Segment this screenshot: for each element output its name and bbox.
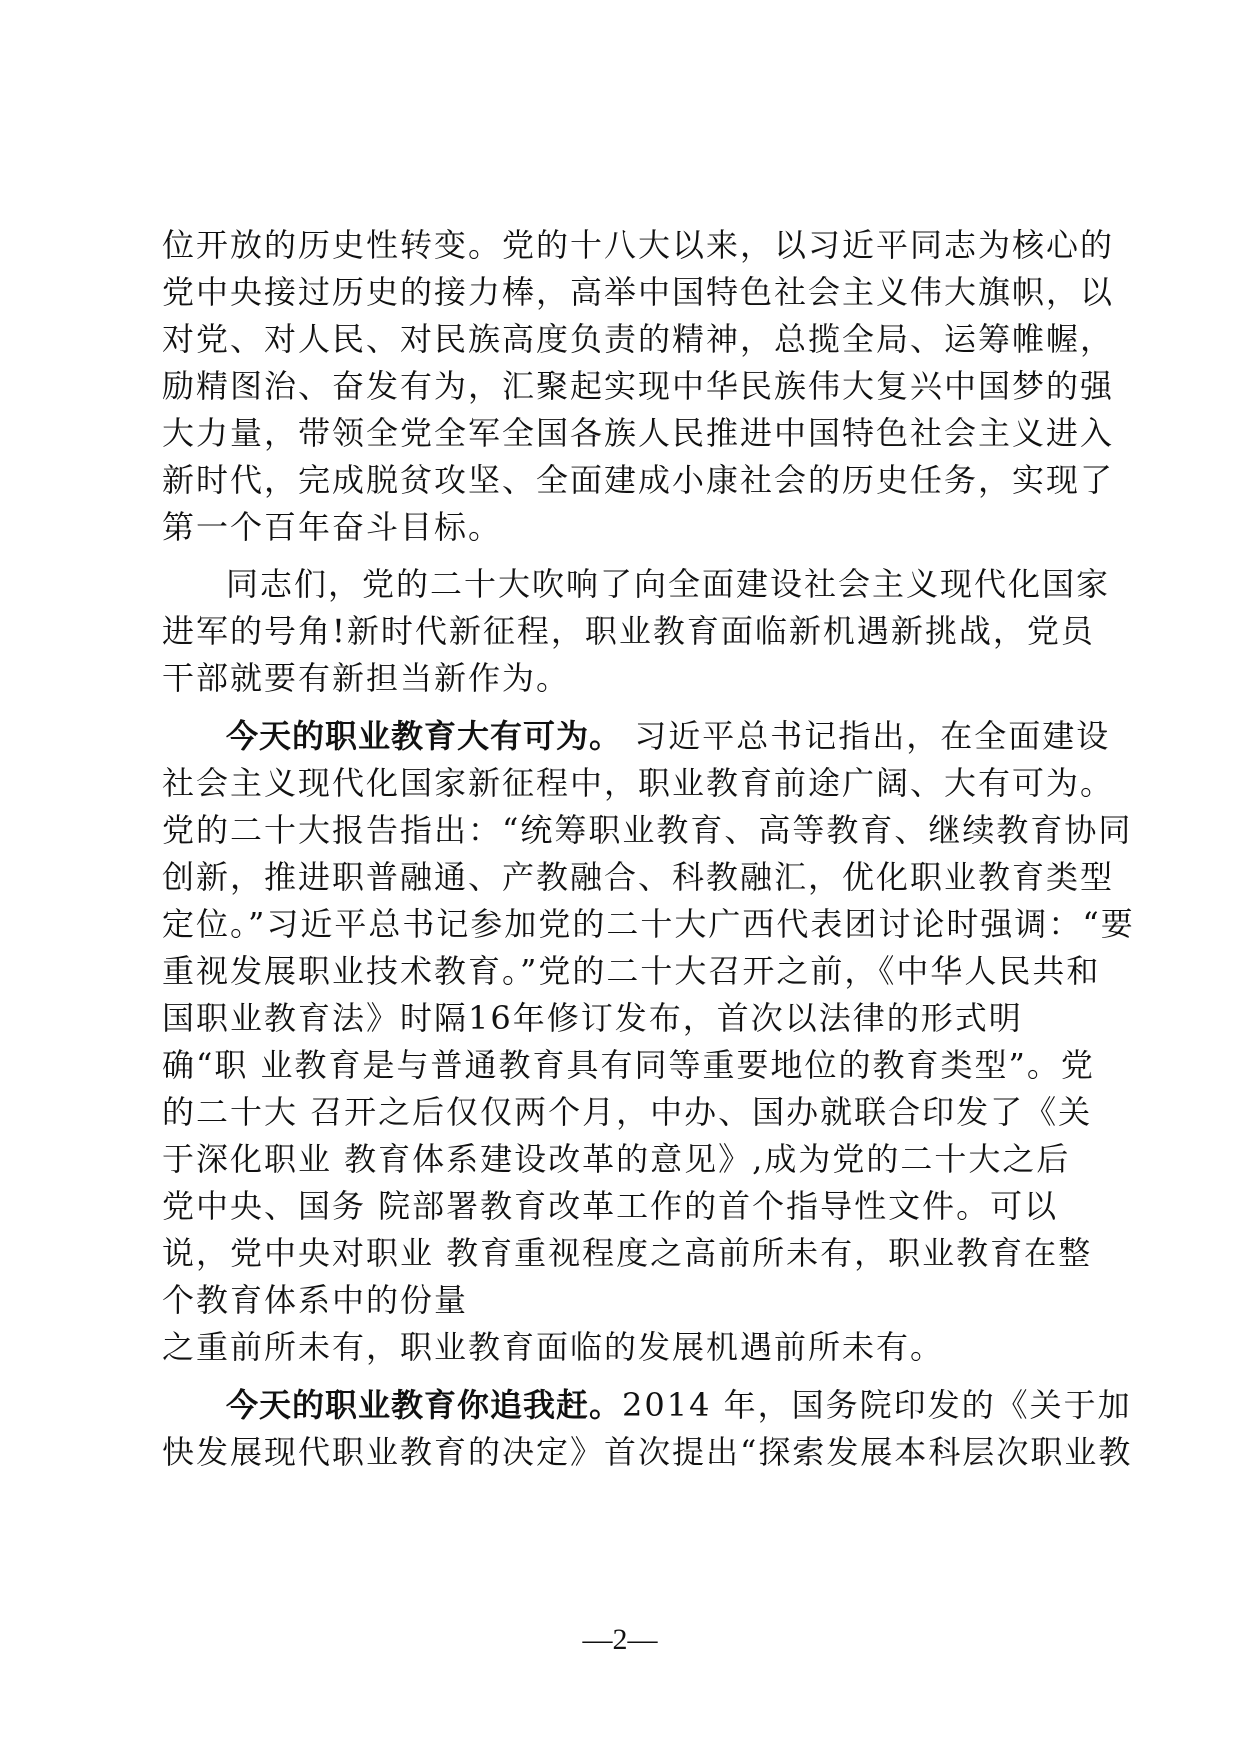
section-heading: 今天的职业教育你追我赶。	[226, 1386, 623, 1424]
text-line: 进军的号角!新时代新征程，职业教育面临新机遇新挑战，党员	[162, 612, 1095, 650]
text-line: 新时代，完成脱贫攻坚、全面建成小康社会的历史任务，实现了	[162, 461, 1115, 499]
text-line: 第一个百年奋斗目标。	[162, 508, 503, 546]
section-heading-line	[226, 1381, 1132, 1429]
text-line: 之重前所未有，职业教育面临的发展机遇前所未有。	[162, 1328, 945, 1366]
page-number: —2—	[582, 1623, 658, 1656]
text-line: 党的二十大报告指出：“统筹职业教育、高等教育、继续教育协同	[162, 811, 1133, 849]
text-line: 定位。”习近平总书记参加党的二十大广西代表团讨论时强调：“要	[162, 905, 1135, 943]
text-line: 的二十大 召开之后仅仅两个月，中办、国办就联合印发了《关	[162, 1093, 1093, 1131]
text-line: 创新，推进职普融通、产教融合、科教融汇，优化职业教育类型	[162, 858, 1115, 896]
text-line: 大力量，带领全党全军全国各族人民推进中国特色社会主义进入	[162, 414, 1115, 452]
section-heading-body: 习近平总书记指出，在全面建设	[622, 717, 1111, 755]
text-line: 重视发展职业技术教育。”党的二十大召开之前，《中华人民共和	[162, 952, 1101, 990]
text-line: 快发展现代职业教育的决定》首次提出“探索发展本科层次职业教	[162, 1433, 1133, 1471]
text-line: 说，党中央对职业 教育重视程度之高前所未有，职业教育在整	[162, 1234, 1093, 1272]
text-line: 干部就要有新担当新作为。	[162, 659, 571, 697]
text-line: 于深化职业 教育体系建设改革的意见》,成为党的二十大之后	[162, 1140, 1071, 1178]
text-line: 个教育体系中的份量	[162, 1281, 469, 1319]
text-line: 国职业教育法》时隔16年修订发布，首次以法律的形式明	[162, 999, 1023, 1037]
section-heading-body: 2014 年，国务院印发的《关于加	[622, 1386, 1132, 1424]
paragraph-first-line: 同志们，党的二十大吹响了向全面建设社会主义现代化国家	[226, 565, 1111, 603]
text-line: 确“职 业教育是与普通教育具有同等重要地位的教育类型”。党	[162, 1046, 1095, 1084]
text-line: 位开放的历史性转变。党的十八大以来，以习近平同志为核心的	[162, 226, 1115, 264]
text-line: 社会主义现代化国家新征程中，职业教育前途广阔、大有可为。	[162, 764, 1115, 802]
text-line: 励精图治、奋发有为，汇聚起实现中华民族伟大复兴中国梦的强	[162, 367, 1115, 405]
text-line: 党中央、国务 院部署教育改革工作的首个指导性文件。可以	[162, 1187, 1059, 1225]
section-heading-line	[226, 712, 1111, 760]
text-line: 党中央接过历史的接力棒，高举中国特色社会主义伟大旗帜，以	[162, 273, 1115, 311]
text-line: 对党、对人民、对民族高度负责的精神，总揽全局、运筹帷幄，	[162, 320, 1115, 358]
section-heading: 今天的职业教育大有可为。	[226, 717, 623, 755]
